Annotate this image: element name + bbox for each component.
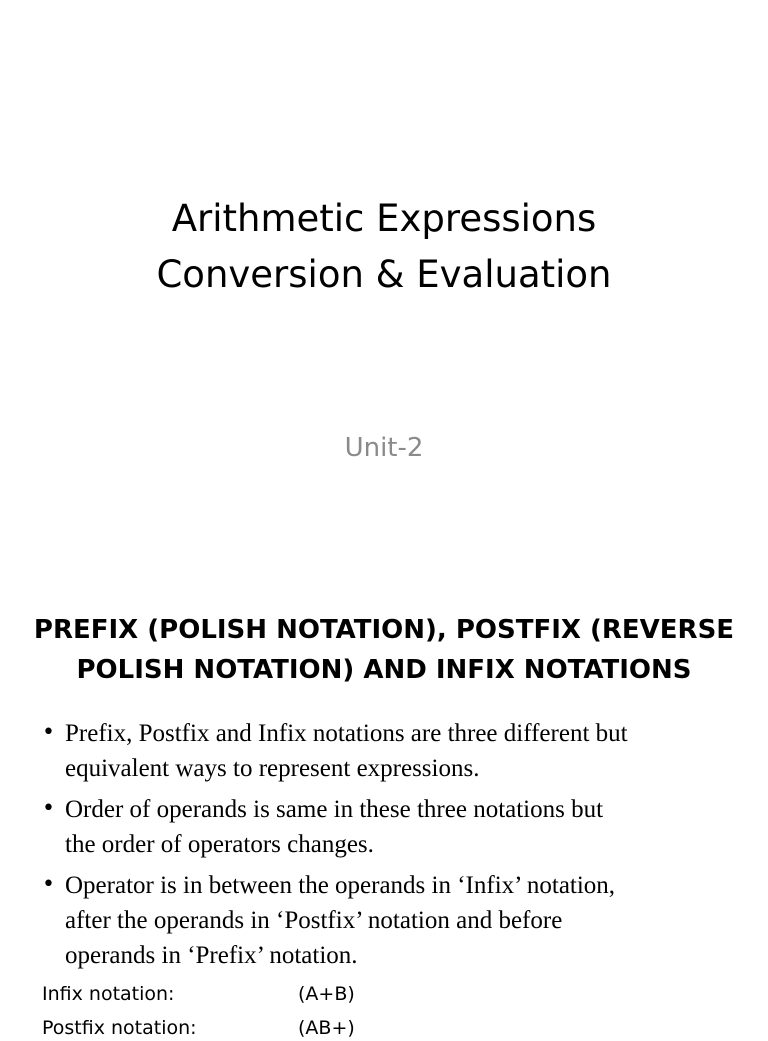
bullet-text-line: operands in ‘Prefix’ notation. xyxy=(65,942,358,969)
bullet-text-line: Order of operands is same in these three notations but xyxy=(65,796,604,823)
bullet-text-line: Operator is in between the operands in ‘Infix’ notation, xyxy=(65,872,616,899)
section-heading xyxy=(20,610,748,690)
slide-subtitle: Unit-2 xyxy=(344,433,424,463)
notation-value: (A+B) xyxy=(298,983,355,1005)
notation-label: Infix notation: xyxy=(42,983,175,1005)
slide-title-line-2: Conversion & Evaluation xyxy=(156,253,612,296)
bullet-dot-icon: • xyxy=(42,796,55,821)
bullet-item xyxy=(40,716,740,786)
slide-title xyxy=(0,191,768,303)
bullet-text-line: the order of operators changes. xyxy=(65,831,374,858)
bullet-text-line: after the operands in ‘Postfix’ notation and before xyxy=(65,907,563,934)
bullet-dot-icon: • xyxy=(42,720,55,745)
notation-value: (AB+) xyxy=(298,1017,355,1039)
slide-title-line-1: Arithmetic Expressions xyxy=(171,197,597,240)
bullet-text-line: equivalent ways to represent expressions. xyxy=(65,755,480,782)
notation-label: Postfix notation: xyxy=(42,1017,197,1039)
bullet-item xyxy=(40,792,740,862)
bullet-dot-icon: • xyxy=(42,872,55,897)
bullet-text-line: Prefix, Postfix and Infix notations are three different but xyxy=(65,720,628,747)
section-heading-line-2: POLISH NOTATION) AND INFIX NOTATIONS xyxy=(76,655,692,685)
section-heading-line-1: PREFIX (POLISH NOTATION), POSTFIX (REVERSE xyxy=(33,615,735,645)
bullet-item xyxy=(40,868,740,973)
bullet-list xyxy=(40,716,740,979)
